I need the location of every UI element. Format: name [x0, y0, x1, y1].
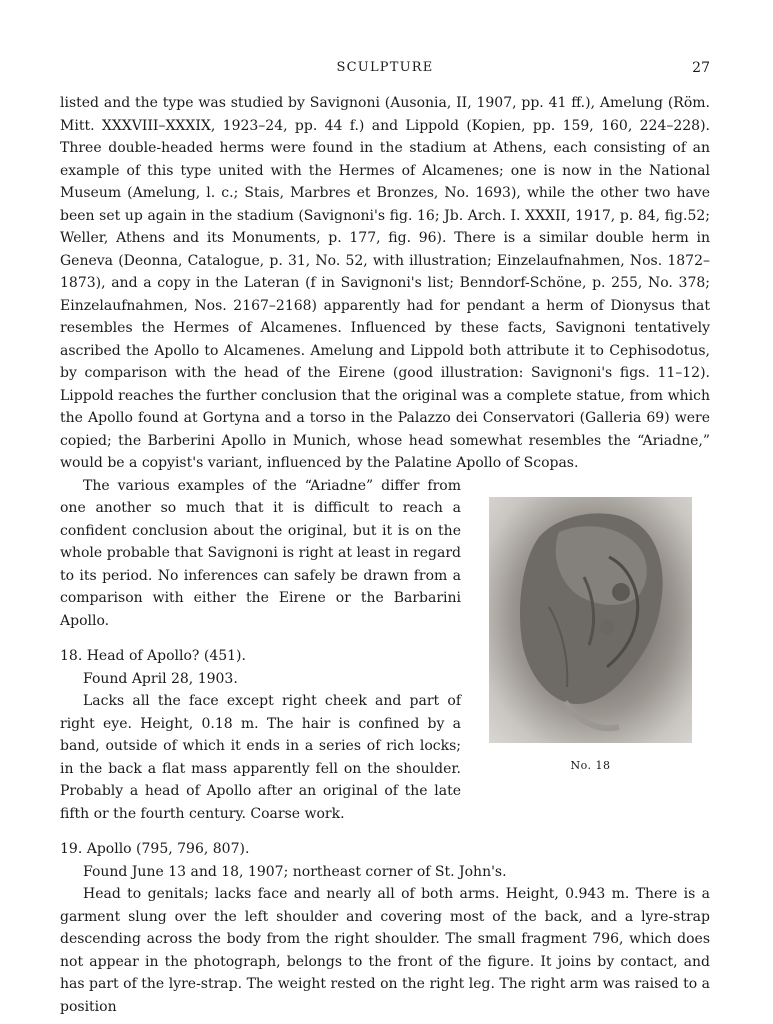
entry-18-description: Lacks all the face except right cheek and part of right eye. Height, 0.18 m. The hair is confined by a band, outside of which it ends in a series of rich locks; in the back a flat mass apparently fell on the shoulder. Probably a head of Apollo after an original of the late fifth or the fourth century. Coarse work.	[60, 693, 461, 822]
body-text	[60, 92, 710, 1018]
entry-19-heading: 19. Apollo (795, 796, 807).	[60, 841, 250, 857]
entry-19-found: Found June 13 and 18, 1907; northeast corner of St. John's.	[83, 863, 507, 880]
document-page	[60, 0, 710, 1024]
page-number: 27	[692, 60, 710, 76]
entry-19-description: Head to genitals; lacks face and nearly all of both arms. Height, 0.943 m. There is a garment slung over the left shoulder and covering most of the back, and a lyre-strap descending across the body from the right shoulder. The small fragment 796, which does not appear in the photograph, belongs to the front of the figure. It joins by contact, and has part of the lyre-strap. The weight rested on the right leg. The right arm was raised to a position	[60, 886, 710, 1015]
paragraph-continued: listed and the type was studied by Savignoni (Ausonia, II, 1907, pp. 41 ff.), Amelung (Röm. Mitt. XXXVIII–XXXIX, 1923–24, pp. 44 f.) and Lippold (Kopien, pp. 159, 160, 224–228). Three double-headed herms were found in the stadium at Athens, each consisting of an example of this type united with the Hermes of Alcamenes; one is now in the National Museum (Amelung, l. c.; Stais, Marbres et Bronzes, No. 1693), while the other two have been set up again in the stadium (Savignoni's fig. 16; Jb. Arch. I. XXXII, 1917, p. 84, fig.52; Weller, Athens and its Monuments, p. 177, fig. 96). There is a similar double herm in Geneva (Deonna, Catalogue, p. 31, No. 52, with illustration; Einzelaufnahmen, Nos. 1872–1873), and a copy in the Lateran (f in Savignoni's list; Benndorf-Schöne, p. 255, No. 378; Einzelaufnahmen, Nos. 2167–2168) apparently had for pendant a herm of Dionysus that resembles the Hermes of Alcamenes. Influenced by these facts, Savignoni tentatively ascribed the Apollo to Alcamenes. Amelung and Lippold both attribute it to Cephisodotus, by comparison with the head of the Eirene (good illustration: Savignoni's figs. 11–12). Lippold reaches the further conclusion that the original was a complete statue, from which the Apollo found at Gortyna and a torso in the Palazzo dei Conservatori (Galleria 69) were copied; the Barberini Apollo in Munich, whose head somewhat resembles the “Ariadne,” would be a copyist's variant, influenced by the Palatine Apollo of Scopas.	[60, 95, 710, 471]
running-head-title: SCULPTURE	[336, 60, 434, 75]
paragraph-ariadne: The various examples of the “Ariadne” differ from one another so much that it is difficult to reach a confident conclusion about the original, but it is on the whole probable that Savignoni is right at least in regard to its period. No inferences can safely be drawn from a comparison with either the Eirene or the Barbarini Apollo.	[60, 477, 461, 629]
running-head	[60, 60, 710, 78]
head-of-apollo-photo	[489, 497, 692, 743]
figure-no-18	[475, 497, 710, 793]
entry-18-heading: 18. Head of Apollo? (451).	[60, 648, 246, 664]
entry-18-found: Found April 28, 1903.	[83, 670, 238, 687]
figure-caption: No. 18	[570, 758, 611, 772]
